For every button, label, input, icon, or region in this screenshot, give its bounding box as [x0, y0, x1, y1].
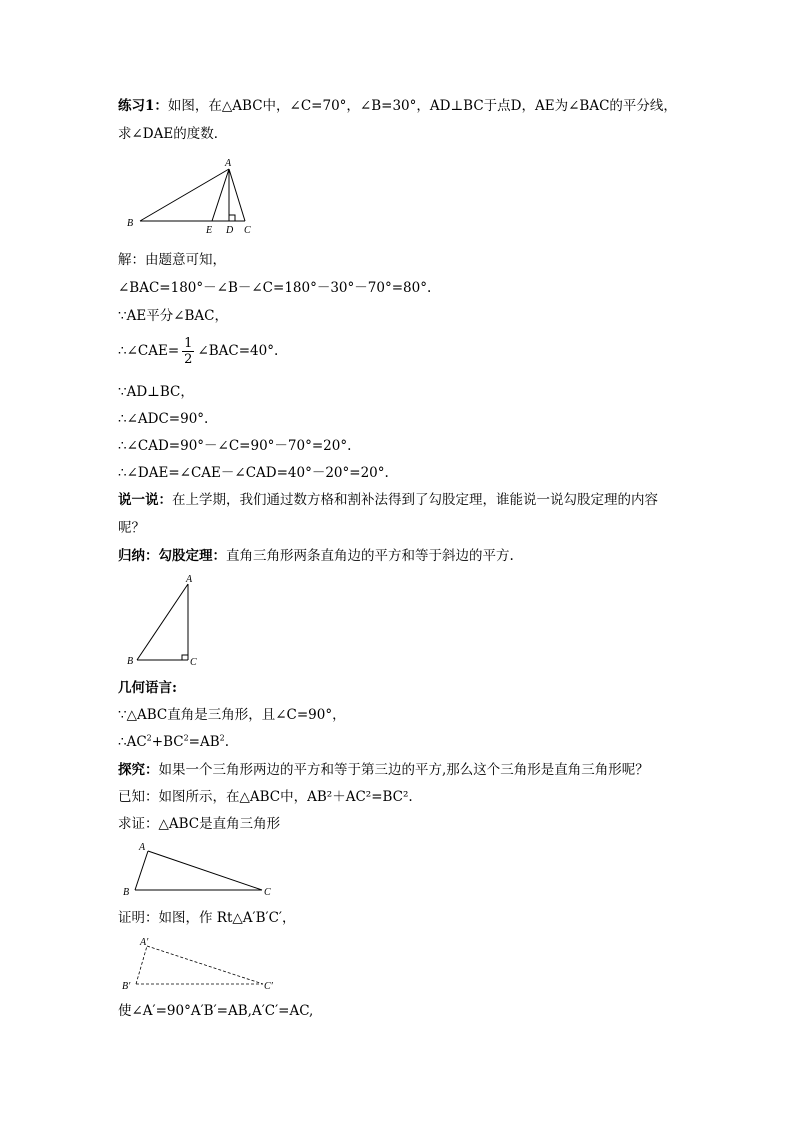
figure1-triangle [118, 155, 268, 237]
exponent: 2 [146, 733, 152, 743]
exercise1-line2: 求∠DAE的度数． [118, 126, 228, 142]
label-a: A [186, 574, 193, 585]
label-b-prime: B′ [122, 981, 131, 992]
side-ac [147, 946, 263, 984]
exercise1-line1 [118, 96, 677, 116]
explore-prove: 求证：△ABC是直角三角形 [118, 816, 281, 832]
solution-step1: ∠BAC=180°－∠B－∠C=180°－30°－70°=80°. [118, 280, 432, 296]
explore-label: 探究： [118, 762, 159, 778]
summary-line [118, 546, 514, 566]
explore-line [118, 760, 649, 780]
fraction-numerator: 1 [184, 336, 193, 351]
figure4-dashed-triangle [118, 932, 283, 994]
expr-bc: +BC [151, 734, 184, 750]
expr-end: . [224, 734, 230, 750]
fraction-denominator: 2 [184, 352, 193, 367]
explore-text: 如果一个三角形两边的平方和等于第三边的平方,那么这个三角形是直角三角形呢？ [158, 762, 649, 778]
side-ba [137, 584, 188, 660]
discuss-line1 [118, 490, 658, 510]
label-a-prime: A′ [140, 937, 149, 948]
expr-ac: ∴AC [118, 734, 147, 750]
discuss-text1: 在上学期，我们通过数方格和割补法得到了勾股定理，谁能说一说勾股定理的内容 [172, 492, 658, 508]
figure3-triangle [118, 838, 283, 900]
discuss-line2: 呢？ [118, 520, 145, 536]
side-ac [148, 851, 262, 890]
summary-label: 归纳：勾股定理： [118, 548, 226, 564]
label-e: E [206, 225, 213, 236]
exercise1-label: 练习1： [118, 98, 168, 114]
solution-step6: ∴∠CAD=90°－∠C=90°－70°=20°. [118, 438, 352, 454]
figure2-right-triangle [118, 570, 208, 670]
exercise1-text1: 如图，在△ABC中，∠C=70°，∠B=30°，AD⊥BC于点D，AE为∠BAC的平分线， [167, 98, 677, 114]
exponent: 2 [183, 733, 189, 743]
side-ac [229, 169, 245, 221]
side-ba [135, 851, 148, 890]
label-a: A [225, 158, 232, 169]
label-c-prime: C′ [264, 981, 273, 992]
explore-given: 已知：如图所示，在△ABC中，AB²＋AC²=BC². [118, 789, 413, 805]
step3-prefix: ∴∠CAE= [118, 343, 180, 359]
solution-intro: 解：由题意可知， [118, 252, 226, 268]
fraction-half [182, 336, 194, 367]
solution-step3 [118, 336, 278, 367]
label-b: B [127, 218, 134, 229]
right-angle-mark [182, 655, 188, 660]
step3-suffix: ∠BAC=40°. [197, 343, 279, 359]
label-b: B [123, 887, 130, 898]
solution-step7: ∴∠DAE=∠CAE－∠CAD=40°－20°=20°. [118, 465, 389, 481]
label-a: A [139, 842, 146, 853]
summary-text: 直角三角形两条直角边的平方和等于斜边的平方. [226, 548, 514, 564]
proof-line1: 证明：如图，作 Rt△A′B′C′， [118, 910, 296, 926]
side-ba [136, 946, 147, 984]
solution-step2: ∵AE平分∠BAC， [118, 308, 229, 324]
solution-step4: ∵AD⊥BC， [118, 384, 194, 400]
discuss-label: 说一说： [118, 492, 172, 508]
last-line: 使∠A′=90°A′B′=AB,A′C′=AC, [118, 1003, 314, 1019]
expr-ab: =AB [188, 734, 220, 750]
label-d: D [226, 225, 234, 236]
side-ba [140, 169, 229, 221]
label-c: C [190, 657, 197, 668]
label-b: B [127, 656, 134, 667]
segment-ae [212, 169, 229, 221]
label-c: C [244, 225, 251, 236]
right-angle-mark [229, 215, 235, 221]
geometry-line2 [118, 732, 229, 752]
label-c: C [264, 887, 271, 898]
solution-step5: ∴∠ADC=90°. [118, 411, 209, 427]
exponent: 2 [219, 733, 225, 743]
geometry-label: 几何语言: [118, 680, 177, 696]
geometry-line1: ∵△ABC直角是三角形，且∠C=90°， [118, 707, 346, 723]
